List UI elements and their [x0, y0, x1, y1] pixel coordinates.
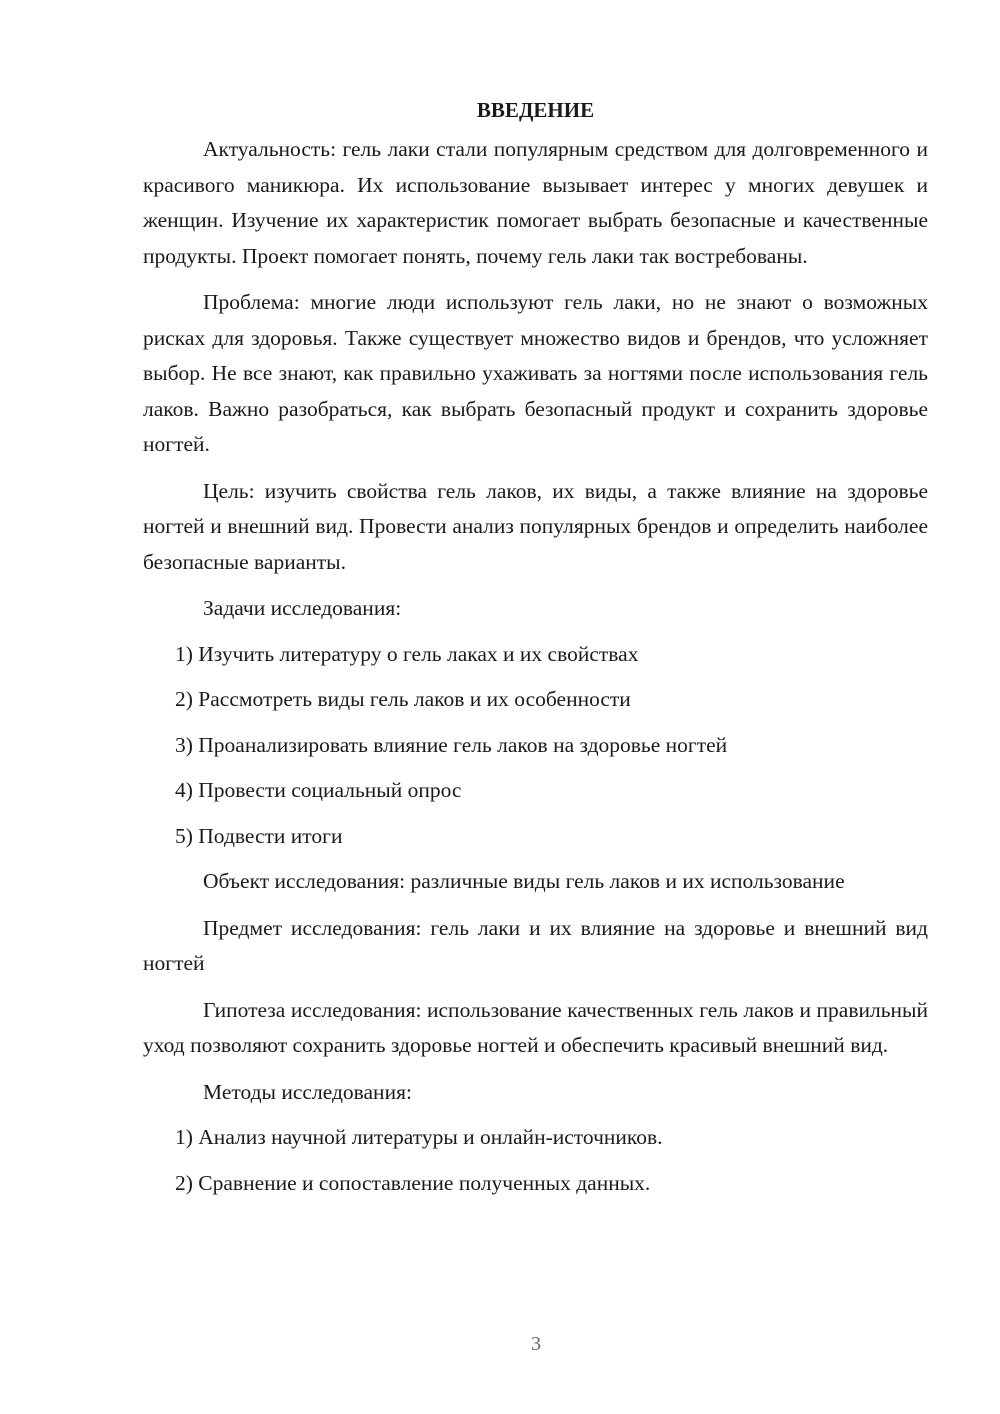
- section-title: ВВЕДЕНИЕ: [476, 98, 595, 122]
- list-item: 4) Провести социальный опрос: [175, 778, 462, 802]
- tasks-heading: Задачи исследования:: [203, 596, 402, 620]
- actuality-paragraph: Актуальность: гель лаки стали популярным средством для долговременного и красивого маникюра. Их использование вызывает интерес у многих девушек и женщин. Изучение их характеристик помогает выбрать безопасные и качественные продукты. Проект помогает понять, почему гель лаки так востребованы.: [143, 137, 928, 268]
- tasks-list: [143, 637, 928, 855]
- methods-list: [143, 1120, 928, 1201]
- problem-paragraph: Проблема: многие люди используют гель лаки, но не знают о возможных рисках для здоровья. Также существует множество видов и брендов, что усложняет выбор. Не все знают, как правильно ухаживать за ногтями после использования гель лаков. Важно разобраться, как выбрать безопасный продукт и сохранить здоровье ногтей.: [143, 290, 928, 456]
- list-item: 3) Проанализировать влияние гель лаков на здоровье ногтей: [175, 732, 728, 757]
- hypothesis-paragraph: Гипотеза исследования: использование качественных гель лаков и правильный уход позволяют сохранить здоровье ногтей и обеспечить красивый внешний вид.: [143, 997, 928, 1057]
- list-item: 2) Рассмотреть виды гель лаков и их особенности: [175, 687, 631, 711]
- list-item: 1) Изучить литературу о гель лаках и их свойствах: [175, 641, 639, 666]
- methods-heading: Методы исследования:: [203, 1079, 412, 1104]
- goal-paragraph: Цель: изучить свойства гель лаков, их виды, а также влияние на здоровье ногтей и внешний вид. Провести анализ популярных брендов и определить наиболее безопасные варианты.: [143, 478, 928, 574]
- object-paragraph: Объект исследования: различные виды гель лаков и их использование: [203, 869, 845, 893]
- subject-paragraph: Предмет исследования: гель лаки и их влияние на здоровье и внешний вид ногтей: [143, 915, 928, 975]
- list-item: 1) Анализ научной литературы и онлайн-источников.: [175, 1125, 663, 1149]
- list-item: 5) Подвести итоги: [175, 823, 343, 848]
- page-number: 3: [531, 1333, 541, 1355]
- list-item: 2) Сравнение и сопоставление полученных данных.: [175, 1170, 651, 1195]
- document-page: [143, 92, 928, 1201]
